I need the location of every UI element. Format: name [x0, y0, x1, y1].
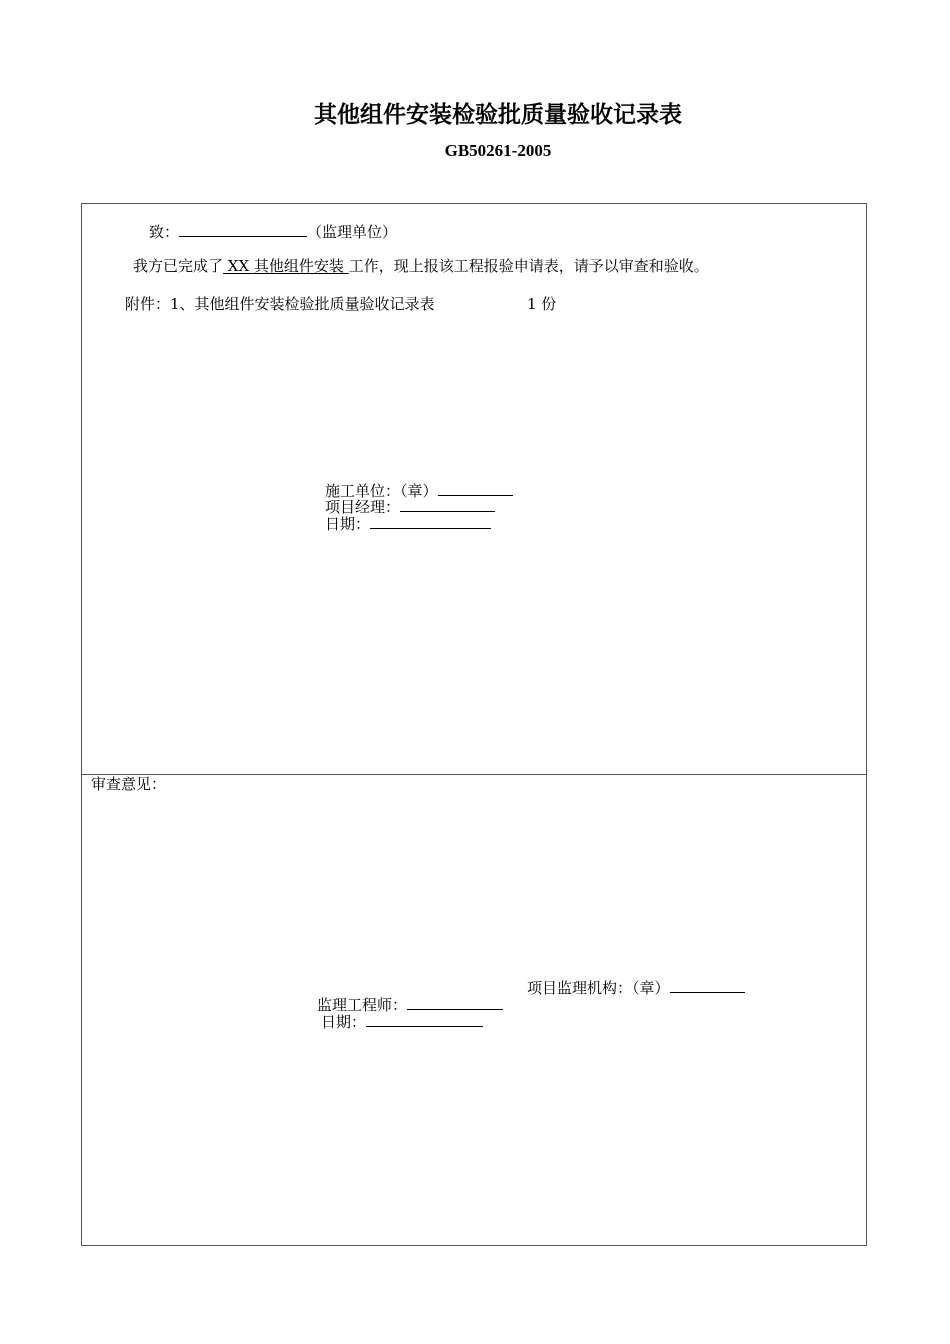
review-date-label: 日期： — [321, 1013, 367, 1031]
contractor-label: 施工单位：（章） — [325, 482, 438, 500]
statement-suffix: 工作，现上报该工程报验申请表，请予以审查和验收。 — [348, 257, 709, 275]
to-suffix: （监理单位） — [307, 223, 398, 241]
page-title: 其他组件安装检验批质量验收记录表 — [314, 102, 682, 128]
request-date-line — [325, 514, 491, 533]
review-date-line — [321, 1012, 483, 1031]
supervision-org-blank[interactable] — [670, 978, 745, 993]
form-table — [81, 203, 867, 1246]
attachment-count: 1 份 — [527, 295, 557, 313]
attachment-line — [125, 296, 435, 313]
review-date-blank[interactable] — [366, 1012, 483, 1027]
request-date-label: 日期： — [325, 515, 371, 533]
manager-blank[interactable] — [400, 497, 495, 512]
supervision-org-line — [527, 978, 745, 997]
attachment-label: 附件：1、其他组件安装检验批质量验收记录表 — [125, 295, 435, 313]
supervisor-unit-blank[interactable] — [179, 222, 307, 237]
supervision-org-label: 项目监理机构：（章） — [527, 979, 670, 997]
standard-code: GB50261-2005 — [444, 141, 552, 160]
engineer-blank[interactable] — [407, 995, 503, 1010]
addressee-line — [149, 222, 397, 241]
statement-work: XX 其他组件安装 — [223, 257, 349, 275]
statement-prefix: 我方已完成了 — [133, 257, 224, 275]
statement-line — [133, 258, 709, 275]
review-opinion-label: 审查意见： — [91, 775, 167, 793]
manager-label: 项目经理： — [325, 498, 401, 516]
contractor-blank[interactable] — [438, 481, 513, 496]
request-date-blank[interactable] — [370, 514, 491, 529]
to-label: 致： — [149, 223, 180, 241]
engineer-label: 监理工程师： — [317, 996, 408, 1014]
section-divider — [81, 774, 867, 775]
